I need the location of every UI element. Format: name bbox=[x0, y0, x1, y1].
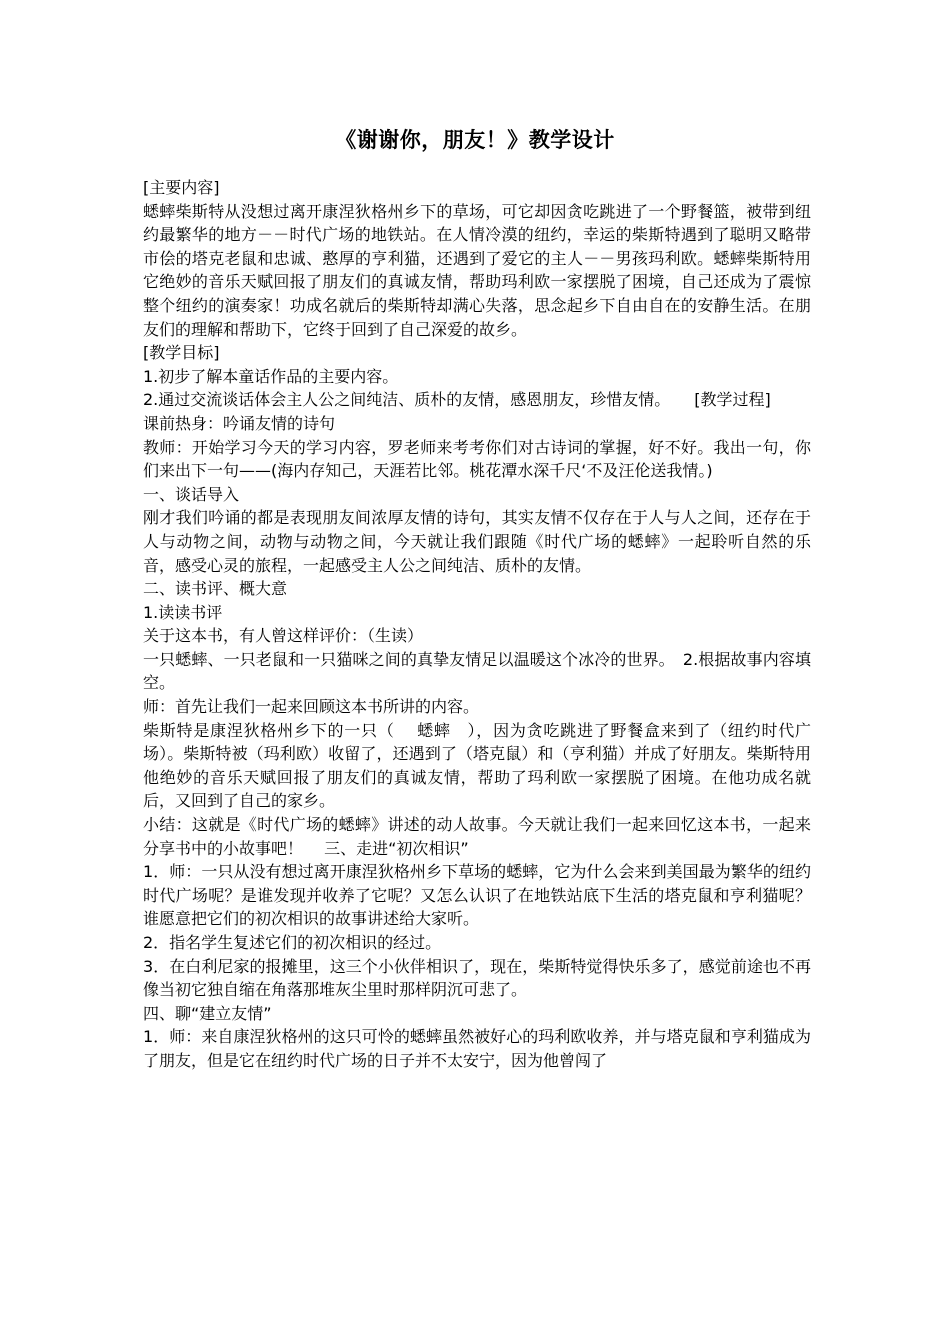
section-heading: [教学目标] bbox=[143, 343, 220, 363]
paragraph: 一只蟋蟀、一只老鼠和一只猫咪之间的真挚友情足以温暖这个冰冷的世界。 2.根据故事内容填空。 bbox=[143, 649, 811, 693]
paragraph: 3．在白利尼家的报摊里，这三个小伙伴相识了，现在，柴斯特觉得快乐多了，感觉前途也不再像当初它独自缩在角落那堆灰尘里时那样阴沉可悲了。 bbox=[143, 956, 811, 1000]
paragraph: 关于这本书，有人曾这样评价：（生读） bbox=[143, 626, 424, 646]
paragraph: 小结：这就是《时代广场的蟋蟀》讲述的动人故事。今天就让我们一起来回忆这本书，一起来分享书中的小故事吧！ 三、走进“初次相识” bbox=[143, 815, 811, 858]
paragraph: 柴斯特是康涅狄格州乡下的一只（ 蟋蟀 ），因为贪吃跳进了野餐盒来到了（纽约时代广场）。柴斯特被（玛利欧）收留了，还遇到了（塔克鼠）和（亨利猫）并成了好朋友。柴斯特用他绝妙的音乐天赋回报了朋友们的真诚友情，帮助了玛利欧一家摆脱了困境。在他功成名就后，又回到了自己的家乡。 bbox=[143, 720, 811, 811]
paragraph: 1．师：一只从没有想过离开康涅狄格州乡下草场的蟋蟀，它为什么会来到美国最为繁华的纽约时代广场呢？是谁发现并收养了它呢？又怎么认识了在地铁站底下生活的塔克鼠和亨利猫呢？谁愿意把它们的初次相识的故事讲述给大家听。 bbox=[143, 862, 811, 929]
paragraph: 1.读读书评 bbox=[143, 602, 223, 622]
section-heading: 一、谈话导入 bbox=[143, 484, 240, 504]
section-heading: 二、读书评、概大意 bbox=[143, 579, 288, 599]
paragraph: 1.初步了解本童话作品的主要内容。 bbox=[143, 366, 399, 386]
document-title: 《谢谢你，朋友！》教学设计 bbox=[335, 128, 615, 152]
document-body bbox=[143, 176, 811, 1073]
paragraph: 1．师：来自康涅狄格州的这只可怜的蟋蟀虽然被好心的玛利欧收养，并与塔克鼠和亨利猫成为了朋友，但是它在纽约时代广场的日子并不太安宁，因为他曾闯了 bbox=[143, 1027, 811, 1070]
section-heading: [主要内容] bbox=[143, 178, 220, 197]
paragraph: 刚才我们吟诵的都是表现朋友间浓厚友情的诗句，其实友情不仅存在于人与人之间，还存在于人与动物之间，动物与动物之间，今天就让我们跟随《时代广场的蟋蟀》一起聆听自然的乐音，感受心灵的旅程，一起感受主人公之间纯洁、质朴的友情。 bbox=[143, 508, 811, 575]
paragraph: 教师：开始学习今天的学习内容，罗老师来考考你们对古诗词的掌握，好不好。我出一句，你们来出下一句——(海内存知己，天涯若比邻。桃花潭水深千尺‘不及汪伦送我情。) bbox=[143, 437, 811, 481]
paragraph: 蟋蟀柴斯特从没想过离开康涅狄格州乡下的草场，可它却因贪吃跳进了一个野餐篮，被带到纽约最繁华的地方－－时代广场的地铁站。在人情冷漠的纽约，幸运的柴斯特遇到了聪明又略带市侩的塔克老鼠和忠诚、憨厚的亨利猫，还遇到了爱它的主人－－男孩玛利欧。蟋蟀柴斯特用它绝妙的音乐天赋回报了朋友们的真诚友情，帮助玛利欧一家摆脱了困境，自己还成为了震惊整个纽约的演奏家！功成名就后的柴斯特却满心失落，思念起乡下自由自在的安静生活。在朋友们的理解和帮助下，它终于回到了自己深爱的故乡。 bbox=[143, 201, 811, 339]
section-heading: 四、聊“建立友情” bbox=[143, 1003, 272, 1023]
paragraph: 2.通过交流谈话体会主人公之间纯洁、质朴的友情，感恩朋友，珍惜友情。 [教学过程] bbox=[143, 390, 771, 410]
paragraph: 课前热身：吟诵友情的诗句 bbox=[143, 413, 336, 433]
paragraph: 师：首先让我们一起来回顾这本书所讲的内容。 bbox=[143, 697, 480, 717]
paragraph: 2．指名学生复述它们的初次相识的经过。 bbox=[143, 933, 442, 952]
